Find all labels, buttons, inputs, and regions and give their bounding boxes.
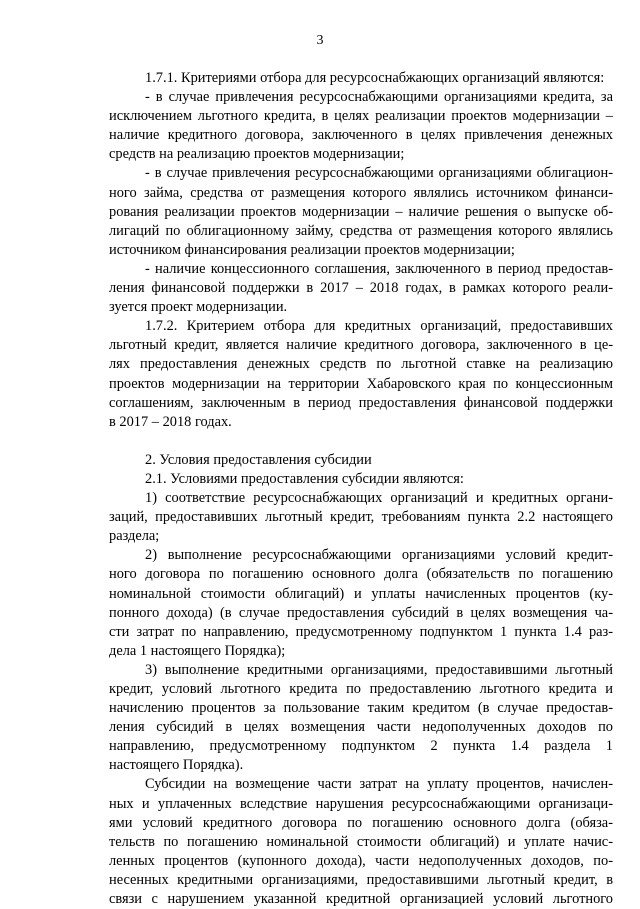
text-line: соглашениям, заключенным в период предоставления финансовой поддержки — [109, 394, 613, 411]
text-line: лигаций по облигационному займу, средства от размещения которого являлись — [109, 222, 613, 239]
text-line: 2. Условия предоставления субсидии — [145, 451, 372, 468]
text-line: начислению процентов за пользование таким кредитом (в случае предостав- — [109, 700, 613, 717]
text-line: 1) соответствие ресурсоснабжающих организаций и кредитных органи- — [145, 490, 613, 507]
text-line: 3) выполнение кредитными организациями, предоставившими льготный — [145, 661, 613, 678]
text-line: 1.7.2. Критерием отбора для кредитных организаций, предоставивших — [145, 318, 613, 335]
text-line: лях предоставления денежных средств по льготной ставке на реализацию — [109, 356, 613, 373]
text-line: понного дохода) (в случае предоставления субсидий в целях возмещения ча- — [109, 604, 613, 621]
text-line: настоящего Порядка). — [109, 757, 244, 774]
text-line: дела 1 настоящего Порядка); — [109, 642, 286, 659]
text-line: проектов модернизации на территории Хабаровского края по концессионным — [109, 375, 613, 392]
text-line: источником финансирования реализации проектов модернизации; — [109, 241, 515, 258]
text-line: ного договора по погашению основного долга (обязательств по погашению — [109, 566, 613, 583]
text-line: - в случае привлечения ресурсоснабжающими организациями кредита, за — [145, 89, 613, 106]
text-line: 2.1. Условиями предоставления субсидии являются: — [145, 470, 464, 487]
text-line: заций, предоставивших льготный кредит, требованиям пункта 2.2 настоящего — [109, 509, 613, 526]
text-line: связи с нарушением указанной кредитной организацией условий льготного — [109, 891, 613, 908]
text-line: Субсидии на возмещение части затрат на уплату процентов, начислен- — [145, 776, 613, 793]
text-line: наличие кредитного договора, заключенного в целях привлечения денежных — [109, 127, 613, 144]
text-line: - в случае привлечения ресурсоснабжающими организациями облигацион- — [145, 165, 613, 182]
text-line: номинальной стоимости облигаций) и уплаты начисленных процентов (ку- — [109, 585, 613, 602]
text-line: ных и уплаченных вследствие нарушения ресурсоснабжающими организаци- — [109, 795, 613, 812]
document-body — [109, 69, 613, 909]
text-line: раздела; — [109, 528, 160, 545]
text-line: ленных процентов (купонного дохода), части недополученных доходов, по- — [109, 852, 613, 869]
text-line: льготный кредит, является наличие кредитного договора, заключенного в це- — [109, 337, 613, 354]
text-line: кредит, условий льготного кредита по предоставлению льготного кредита и — [109, 681, 613, 697]
text-line: 1.7.1. Критериями отбора для ресурсоснабжающих организаций являются: — [145, 70, 605, 86]
text-line: ного займа, средства от размещения которого являлись источником финанси- — [109, 184, 613, 201]
page-number: 3 — [316, 33, 324, 48]
text-line: несенных кредитными организациями, предоставившими льготный кредит, в — [109, 871, 613, 888]
text-line: - наличие концессионного соглашения, заключенного в период предостав- — [145, 260, 613, 277]
text-line: исключением льготного кредита, в целях реализации проектов модернизации – — [109, 108, 613, 125]
text-line: рования реализации проектов модернизации – наличие решения о выпуске об- — [109, 203, 613, 220]
text-line: 2) выполнение ресурсоснабжающими организациями условий кредит- — [145, 547, 613, 564]
text-line: направлению, предусмотренному подпунктом 2 пункта 1.4 раздела 1 — [109, 738, 613, 755]
text-line: зуется проект модернизации. — [109, 299, 288, 316]
text-line: ления субсидий в целях возмещения части недополученных доходов по — [109, 719, 613, 736]
text-line: ями условий кредитного договора по погашению основного долга (обяза- — [109, 814, 613, 831]
text-line: сти затрат по направлению, предусмотренному подпунктом 1 пункта 1.4 раз- — [109, 623, 613, 640]
text-line: тельств по погашению номинальной стоимости облигаций) и уплате начис- — [109, 833, 613, 850]
text-line: средств на реализацию проектов модернизации; — [109, 146, 405, 163]
text-line: ления финансовой поддержки в 2017 – 2018 годах, в рамках которого реали- — [109, 280, 613, 297]
text-line: в 2017 – 2018 годах. — [109, 413, 232, 430]
paragraph-gap — [109, 432, 613, 451]
